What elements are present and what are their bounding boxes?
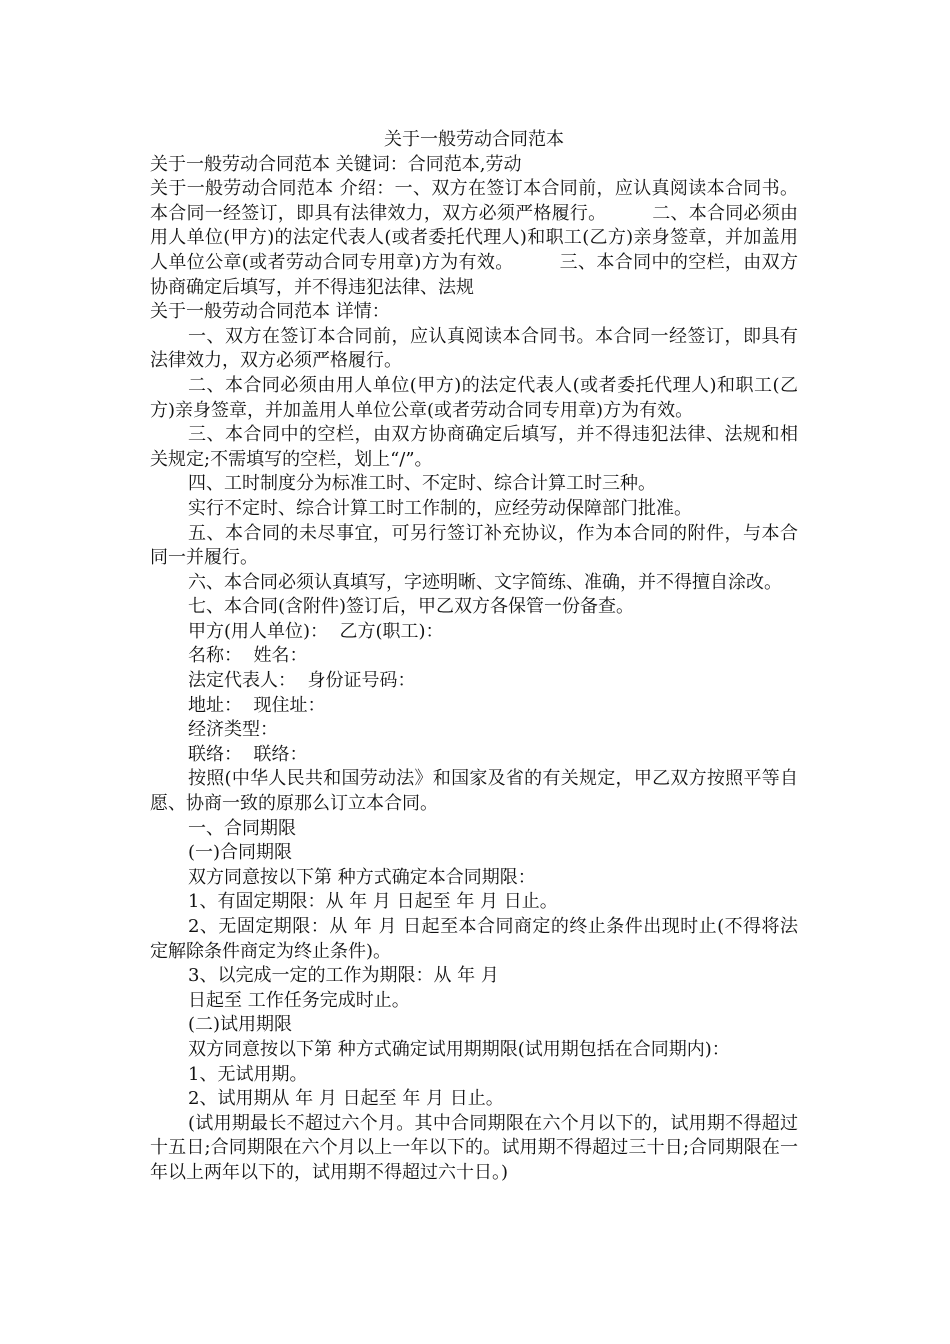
form-field-line: 经济类型：: [188, 719, 278, 741]
paragraph: 双方同意按以下第 种方式确定试用期期限(试用期包括在合同期内)：: [188, 1038, 730, 1060]
subsection-heading: (一)合同期限: [188, 842, 293, 864]
paragraph: 六、本合同必须认真填写，字迹明晰、文字简练、准确，并不得擅自涂改。: [188, 571, 782, 593]
form-field-line: 甲方(用人单位)： 乙方(职工)：: [188, 620, 444, 642]
intro-line: 关于一般劳动合同范本 介绍：一、双方在签订本合同前，应认真阅读本合同书。本合同一经签订，即具有法律效力，双方必须严格履行。 二、本合同必须由用人单位(甲方)的法定代表人(或者委托代理人)和职工(乙方)亲身签章，并加盖用人单位公章(或者劳动合同专用章)方为有效。 三、本合同中的空栏，由双方协商确定后填写，并不得违犯法律、法规: [150, 178, 798, 298]
subsection-heading: (二)试用期限: [188, 1014, 293, 1036]
form-field-line: 法定代表人： 身份证号码：: [188, 670, 416, 692]
paragraph: 实行不定时、综合计算工时工作制的，应经劳动保障部门批准。: [188, 497, 692, 519]
form-field-line: 地址： 现住址：: [188, 694, 326, 716]
paragraph: 一、双方在签订本合同前，应认真阅读本合同书。本合同一经签订，即具有法律效力，双方必须严格履行。: [150, 325, 798, 372]
paragraph: 3、以完成一定的工作为期限：从 年 月: [188, 965, 499, 987]
document-title: 关于一般劳动合同范本: [384, 129, 564, 150]
paragraph: 日起至 工作任务完成时止。: [188, 989, 410, 1011]
paragraph: 三、本合同中的空栏，由双方协商确定后填写，并不得违犯法律、法规和相关规定;不需填写的空栏，划上“/”。: [150, 424, 798, 470]
paragraph: 五、本合同的未尽事宜，可另行签订补充协议，作为本合同的附件，与本合同一并履行。: [150, 522, 798, 569]
paragraph: 七、本合同(含附件)签订后，甲乙双方各保管一份备查。: [188, 596, 635, 618]
paragraph: 2、无固定期限：从 年 月 日起至本合同商定的终止条件出现时止(不得将法定解除条件商定为终止条件)。: [150, 916, 798, 962]
keywords-line: 关于一般劳动合同范本 关键词：合同范本,劳动: [150, 153, 522, 175]
paragraph: 四、工时制度分为标准工时、不定时、综合计算工时三种。: [188, 473, 656, 495]
paragraph: 1、无试用期。: [188, 1063, 308, 1085]
document-page: [150, 128, 798, 1186]
paragraph: 双方同意按以下第 种方式确定本合同期限：: [188, 866, 536, 888]
paragraph: 二、本合同必须由用人单位(甲方)的法定代表人(或者委托代理人)和职工(乙方)亲身签章，并加盖用人单位公章(或者劳动合同专用章)方为有效。: [150, 374, 798, 421]
paragraph: (试用期最长不超过六个月。其中合同期限在六个月以下的，试用期不得超过十五日;合同期限在六个月以上一年以下的。试用期不得超过三十日;合同期限在一年以上两年以下的，试用期不得超过六十日。): [150, 1112, 798, 1183]
details-heading: 关于一般劳动合同范本 详情：: [150, 301, 390, 323]
form-field-line: 名称： 姓名：: [188, 645, 308, 667]
form-field-line: 联络： 联络：: [188, 743, 308, 765]
paragraph: 1、有固定期限：从 年 月 日起至 年 月 日止。: [188, 891, 558, 913]
section-heading: 一、合同期限: [188, 817, 296, 839]
paragraph: 2、试用期从 年 月 日起至 年 月 日止。: [188, 1088, 504, 1110]
paragraph: 按照(中华人民共和国劳动法》和国家及省的有关规定，甲乙双方按照平等自愿、协商一致的原那么订立本合同。: [150, 768, 798, 815]
